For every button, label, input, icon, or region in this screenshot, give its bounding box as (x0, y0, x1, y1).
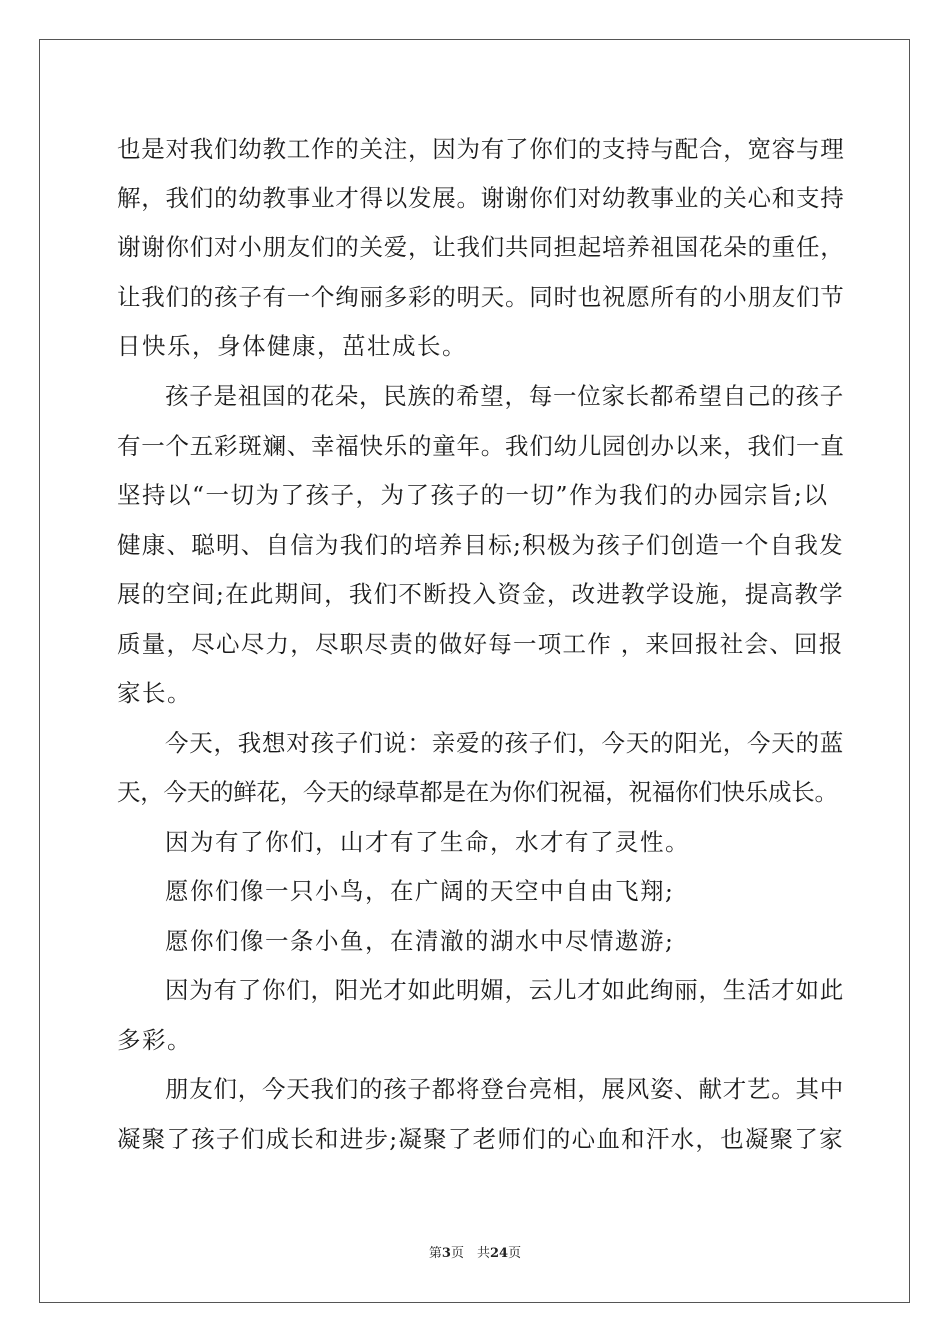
text-line: 谢谢你们对小朋友们的关爱，让我们共同担起培养祖国花朵的重任， (117, 233, 845, 261)
text-line: 愿你们像一条小鱼，在清澈的湖水中尽情遨游; (165, 927, 675, 955)
text-line: 质量，尽心尽力，尽职尽责的做好每一项工作 ，来回报社会、回报 (117, 630, 844, 658)
text-line: 坚持以“一切为了孩子，为了孩子的一切”作为我们的办园宗旨;以 (117, 481, 829, 509)
text-line: 家长。 (117, 679, 192, 707)
text-line: 健康、聪明、自信为我们的培养目标;积极为孩子们创造一个自我发 (117, 531, 844, 559)
page-footer (0, 1245, 950, 1263)
text-line: 多彩。 (117, 1026, 192, 1054)
text-line: 因为有了你们，山才有了生命，水才有了灵性。 (165, 828, 690, 856)
text-line: 日快乐，身体健康，茁壮成长。 (117, 332, 467, 360)
total-page-count: 24 (489, 1246, 509, 1261)
text-line: 孩子是祖国的花朵，民族的希望，每一位家长都希望自己的孩子 (165, 382, 844, 410)
page-suffix: 页 (508, 1246, 522, 1261)
current-page-number: 3 (441, 1246, 451, 1261)
text-line: 也是对我们幼教工作的关注，因为有了你们的支持与配合，宽容与理 (117, 135, 845, 163)
page-mid: 页 共 (450, 1246, 490, 1261)
text-line: 朋友们，今天我们的孩子都将登台亮相，展风姿、献才艺。其中 (165, 1075, 844, 1103)
text-line: 凝聚了孩子们成长和进步;凝聚了老师们的心血和汗水，也凝聚了家 (117, 1125, 844, 1153)
text-line: 因为有了你们，阳光才如此明媚，云儿才如此绚丽，生活才如此 (165, 976, 844, 1004)
page-prefix: 第 (428, 1246, 442, 1261)
text-line: 愿你们像一只小鸟，在广阔的天空中自由飞翔; (165, 877, 675, 905)
text-line: 有一个五彩斑斓、幸福快乐的童年。我们幼儿园创办以来，我们一直 (117, 432, 845, 460)
text-line: 天，今天的鲜花，今天的绿草都是在为你们祝福，祝福你们快乐成长。 (117, 778, 838, 806)
text-line: 展的空间;在此期间，我们不断投入资金，改进教学设施，提高教学 (117, 580, 844, 608)
text-line: 让我们的孩子有一个绚丽多彩的明天。同时也祝愿所有的小朋友们节 (117, 283, 845, 311)
text-line: 解，我们的幼教事业才得以发展。谢谢你们对幼教事业的关心和支持 (117, 184, 845, 212)
page-border (39, 39, 910, 1303)
text-line: 今天，我想对孩子们说：亲爱的孩子们，今天的阳光，今天的蓝 (165, 729, 844, 757)
